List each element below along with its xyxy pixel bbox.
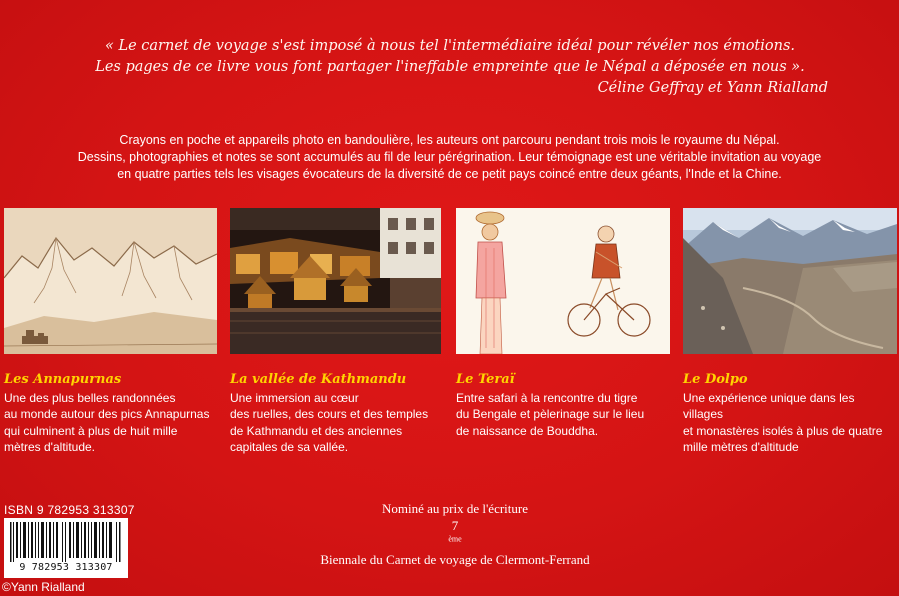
terai-illustration — [456, 208, 670, 354]
section-line: de naissance de Bouddha. — [456, 423, 599, 438]
section-line: Entre safari à la rencontre du tigre — [456, 390, 638, 405]
section-line: au monde autour des pics Annapurnas — [4, 407, 210, 421]
section-title: Le Teraï — [456, 372, 515, 387]
intro-line-1: Crayons en poche et appareils photo en bandoulière, les auteurs ont parcouru pendant trois mois le royaume du Népal. — [119, 133, 780, 147]
quote-line-2: Les pages de ce livre vous font partager l'ineffable empreinte que le Népal a déposée en nous ». — [95, 59, 805, 75]
kathmandu-photo — [230, 208, 441, 354]
section-title: Les Annapurnas — [4, 372, 122, 387]
copyright-notice: ©Yann Rialland — [2, 580, 85, 594]
section-line: mille mètres d'altitude — [683, 440, 799, 454]
annapurnas-illustration — [4, 208, 217, 354]
dolpo-photo — [683, 208, 897, 354]
section-annapurnas — [4, 372, 224, 456]
award-line-1: Nominé au prix de l'écriture — [381, 501, 528, 516]
section-title: La vallée de Kathmandu — [230, 372, 407, 387]
barcode-bars — [10, 522, 122, 562]
section-dolpo — [683, 372, 897, 456]
section-line: qui culminent à plus de huit mille — [4, 423, 178, 438]
section-line: mètres d'altitude. — [4, 440, 96, 454]
quote-line-1: « Le carnet de voyage s'est imposé à nous tel l'intermédiaire idéal pour révéler nos émotions. — [104, 38, 796, 54]
section-kathmandu — [230, 372, 450, 456]
section-line: de Kathmandu et des anciennes — [230, 423, 403, 438]
award-ordinal: 7 — [451, 518, 459, 533]
section-line: des ruelles, des cours et des temples — [230, 407, 429, 421]
section-terai — [456, 372, 676, 439]
barcode — [4, 518, 128, 578]
award-line-2 — [280, 517, 630, 568]
intro-line-2: Dessins, photographies et notes se sont accumulés au fil de leur pérégrination. Leur témoignage est une véritable invitation au voyage — [77, 150, 822, 164]
section-line: capitales de sa vallée. — [230, 440, 349, 454]
award-note — [280, 500, 630, 568]
section-line: Une des plus belles randonnées — [4, 390, 176, 405]
quote-block — [60, 36, 840, 99]
section-line: Une immersion au cœur — [230, 390, 359, 405]
section-title: Le Dolpo — [683, 372, 748, 387]
isbn-label: ISBN 9 782953 313307 — [4, 503, 135, 517]
section-line: du Bengale et pèlerinage sur le lieu — [456, 407, 645, 421]
section-line: Une expérience unique dans les villages — [683, 390, 855, 421]
barcode-number: 9 782953 313307 — [19, 562, 113, 573]
intro-line-3: en quatre parties tels les visages évocateurs de la diversité de ce petit pays coincé entre deux géants, l'Inde et la Chine. — [117, 167, 782, 181]
award-ordinal-suffix: ème — [448, 534, 462, 544]
intro-paragraph — [40, 132, 859, 183]
quote-author: Céline Geffray et Yann Rialland — [597, 80, 828, 96]
award-line-2-text: Biennale du Carnet de voyage de Clermont-Ferrand — [320, 552, 590, 567]
section-line: et monastères isolés à plus de quatre — [683, 423, 883, 438]
